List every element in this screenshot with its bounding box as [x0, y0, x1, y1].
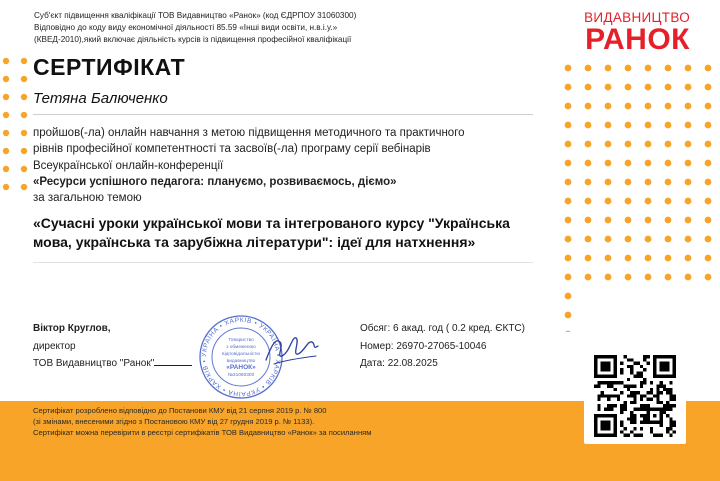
- decorative-dot: [665, 84, 672, 91]
- decorative-dot: [565, 331, 572, 332]
- decorative-dot: [605, 217, 612, 224]
- decorative-dot: [585, 274, 592, 281]
- decorative-dot: [705, 141, 712, 148]
- decorative-dot: [565, 312, 572, 319]
- qr-code-icon[interactable]: [594, 355, 676, 437]
- decorative-dot: [705, 103, 712, 110]
- signature-line: [154, 356, 192, 366]
- decorative-dot: [585, 141, 592, 148]
- decorative-dot: [3, 166, 9, 172]
- issue-date: Дата: 22.08.2025: [360, 358, 438, 369]
- body-line: рівнів професійної компетентності та засвоїв(-ла) програму серії вебінарів: [33, 143, 431, 156]
- decorative-dot: [625, 141, 632, 148]
- svg-text:відповідальністю: відповідальністю: [222, 352, 260, 357]
- decorative-dot: [705, 198, 712, 205]
- handwritten-signature: [262, 326, 322, 370]
- body-line: пройшов(-ла) онлайн навчання з метою підвищення методичного та практичного: [33, 127, 465, 139]
- decorative-dot: [585, 65, 592, 72]
- decorative-dot: [21, 94, 27, 100]
- decorative-dot: [21, 76, 27, 82]
- decorative-dot: [605, 236, 612, 243]
- decorative-dot: [565, 236, 572, 243]
- certificate-details: [360, 320, 525, 373]
- decorative-dot: [625, 179, 632, 186]
- decorative-dot: [585, 122, 592, 129]
- svg-text:№31060300: №31060300: [227, 373, 255, 378]
- decorative-dot: [685, 217, 692, 224]
- webinar-topic: «Сучасні уроки української мови та інтегрованого курсу "Українська мова, українська та зарубіжна літератури": ідеї для натхнення»: [33, 215, 510, 250]
- decorative-dot: [565, 103, 572, 110]
- decorative-dot: [585, 160, 592, 167]
- decorative-dots-right: [560, 62, 720, 332]
- decorative-dot: [645, 103, 652, 110]
- decorative-dot: [685, 84, 692, 91]
- svg-text:УКРАЇНА • ХАРКІВ • УКРАЇНА • Х: УКРАЇНА • ХАРКІВ • УКРАЇНА • ХАРКІВ • УКРАЇНА • ХАРКІВ •: [200, 316, 282, 398]
- decorative-dot: [565, 255, 572, 262]
- decorative-dot: [685, 160, 692, 167]
- decorative-dot: [685, 122, 692, 129]
- certificate-body: [33, 125, 543, 206]
- decorative-dot: [685, 179, 692, 186]
- decorative-dot: [565, 65, 572, 72]
- decorative-dot: [685, 198, 692, 205]
- decorative-dot: [3, 112, 9, 118]
- issuer-line: Суб'єкт підвищення кваліфікації ТОВ Видавництво «Ранок» (код ЄДРПОУ 31060300): [34, 11, 357, 20]
- decorative-dot: [21, 130, 27, 136]
- divider: [33, 262, 533, 263]
- decorative-dot: [625, 198, 632, 205]
- issuer-line: (КВЕД-2010),який включає діяльність курсів із підвищення професійної кваліфікації: [34, 35, 352, 45]
- decorative-dot: [685, 255, 692, 262]
- decorative-dot: [625, 103, 632, 110]
- decorative-dot: [625, 274, 632, 281]
- svg-text:«РАНОК»: «РАНОК»: [226, 364, 256, 371]
- decorative-dot: [605, 84, 612, 91]
- decorative-dot: [605, 122, 612, 129]
- logo-top-text: ВИДАВНИЦТВО: [584, 10, 690, 25]
- decorative-dot: [645, 236, 652, 243]
- decorative-dot: [605, 141, 612, 148]
- decorative-dot: [665, 65, 672, 72]
- decorative-dot: [625, 236, 632, 243]
- decorative-dot: [565, 160, 572, 167]
- decorative-dot: [605, 103, 612, 110]
- decorative-dot: [565, 274, 572, 281]
- decorative-dot: [645, 141, 652, 148]
- decorative-dot: [665, 255, 672, 262]
- signer-name: Віктор Круглов,: [33, 323, 111, 334]
- decorative-dot: [565, 293, 572, 300]
- decorative-dot: [3, 148, 9, 154]
- decorative-dot: [645, 217, 652, 224]
- divider: [33, 114, 533, 115]
- logo-main-text: РАНОК: [585, 23, 690, 56]
- issuer-line: Відповідно до коду виду економічної діяльності 85.59 «Інші види освіти, н.в.і.у.»: [34, 23, 338, 33]
- decorative-dot: [605, 160, 612, 167]
- decorative-dot: [665, 179, 672, 186]
- body-line: Всеукраїнської онлайн-конференції: [33, 159, 224, 172]
- certificate-title: СЕРТИФІКАТ: [33, 54, 186, 80]
- decorative-dot: [625, 84, 632, 91]
- volume-hours: Обсяг: 6 акад. год ( 0.2 кред. ЄКТС): [360, 323, 525, 334]
- footer-line: (зі змінами, внесеними згідно з Постановою КМУ від 27 грудня 2019 р. № 1133).: [33, 417, 315, 426]
- decorative-dot: [685, 65, 692, 72]
- decorative-dot: [685, 103, 692, 110]
- decorative-dot: [665, 198, 672, 205]
- decorative-dot: [565, 198, 572, 205]
- decorative-dot: [585, 255, 592, 262]
- issuer-info: [34, 10, 454, 47]
- decorative-dot: [625, 122, 632, 129]
- certificate-number: Номер: 26970-27065-10046: [360, 340, 487, 352]
- decorative-dot: [645, 179, 652, 186]
- decorative-dot: [21, 184, 27, 190]
- decorative-dot: [605, 255, 612, 262]
- decorative-dot: [605, 274, 612, 281]
- decorative-dot: [705, 160, 712, 167]
- decorative-dot: [705, 274, 712, 281]
- decorative-dot: [665, 141, 672, 148]
- decorative-dot: [665, 236, 672, 243]
- decorative-dot: [665, 122, 672, 129]
- decorative-dot: [21, 112, 27, 118]
- decorative-dot: [665, 103, 672, 110]
- decorative-dot: [3, 94, 9, 100]
- decorative-dot: [685, 141, 692, 148]
- decorative-dot: [665, 217, 672, 224]
- decorative-dot: [565, 122, 572, 129]
- signer-org: ТОВ Видавництво "Ранок": [33, 358, 155, 369]
- footer-legal-text: [33, 405, 553, 438]
- decorative-dot: [585, 236, 592, 243]
- footer-line: Сертифікат можна перевірити в реєстрі сертифікатів ТОВ Видавництво «Ранок» за посиланням: [33, 428, 372, 437]
- decorative-dot: [565, 179, 572, 186]
- decorative-dot: [645, 274, 652, 281]
- decorative-dot: [21, 148, 27, 154]
- decorative-dot: [705, 217, 712, 224]
- decorative-dot: [665, 160, 672, 167]
- decorative-dot: [3, 184, 9, 190]
- decorative-dot: [565, 84, 572, 91]
- decorative-dot: [3, 58, 9, 64]
- footer-line: Сертифікат розроблено відповідно до Постанови КМУ від 21 серпня 2019 р. № 800: [33, 406, 327, 415]
- decorative-dot: [645, 255, 652, 262]
- decorative-dot: [645, 122, 652, 129]
- decorative-dot: [705, 84, 712, 91]
- svg-text:з обмеженою: з обмеженою: [226, 345, 256, 350]
- decorative-dot: [705, 236, 712, 243]
- decorative-dot: [3, 130, 9, 136]
- decorative-dot: [685, 236, 692, 243]
- recipient-name: Тетяна Балюченко: [33, 90, 168, 107]
- conference-title: «Ресурси успішного педагога: плануємо, розвиваємось, діємо»: [33, 175, 397, 188]
- decorative-dot: [685, 274, 692, 281]
- decorative-dot: [21, 58, 27, 64]
- decorative-dot: [645, 198, 652, 205]
- decorative-dot: [21, 166, 27, 172]
- decorative-dot: [625, 217, 632, 224]
- decorative-dot: [645, 160, 652, 167]
- decorative-dot: [585, 179, 592, 186]
- decorative-dot: [565, 217, 572, 224]
- decorative-dot: [3, 76, 9, 82]
- decorative-dot: [585, 103, 592, 110]
- decorative-dot: [565, 141, 572, 148]
- decorative-dot: [625, 255, 632, 262]
- decorative-dot: [585, 84, 592, 91]
- decorative-dot: [705, 122, 712, 129]
- decorative-dot: [705, 65, 712, 72]
- signer-role: директор: [33, 340, 76, 352]
- decorative-dot: [645, 65, 652, 72]
- decorative-dot: [705, 255, 712, 262]
- decorative-dot: [665, 274, 672, 281]
- publisher-logo: [580, 10, 690, 55]
- decorative-dot: [625, 160, 632, 167]
- body-line: за загальною темою: [33, 192, 142, 205]
- decorative-dot: [585, 198, 592, 205]
- decorative-dot: [585, 217, 592, 224]
- svg-text:видавництво: видавництво: [226, 359, 256, 364]
- decorative-dot: [605, 198, 612, 205]
- decorative-dot: [605, 179, 612, 186]
- decorative-dot: [605, 65, 612, 72]
- svg-text:Товариство: Товариство: [228, 338, 254, 343]
- decorative-dot: [625, 65, 632, 72]
- decorative-dot: [645, 84, 652, 91]
- decorative-dot: [705, 179, 712, 186]
